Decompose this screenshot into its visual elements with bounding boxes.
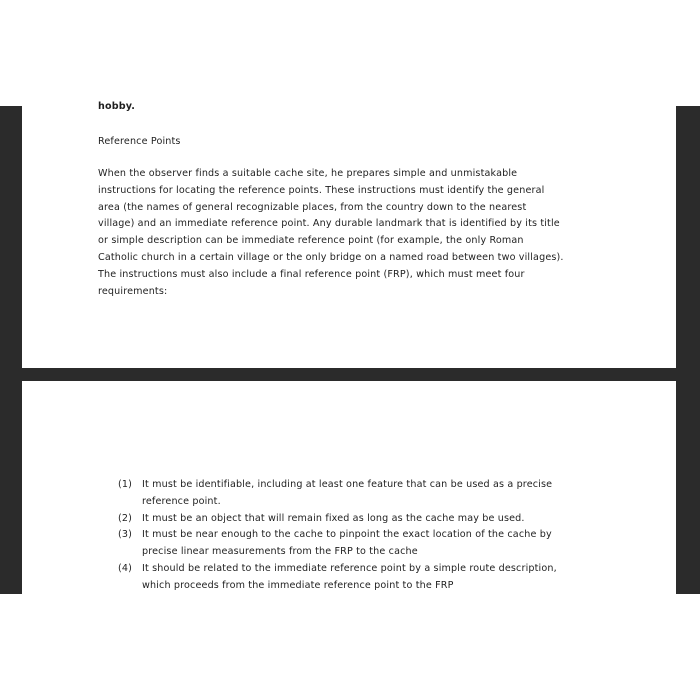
list-item-text: which proceeds from the immediate reference point to the FRP [142, 579, 454, 591]
list-item [118, 477, 557, 511]
paragraph-line: When the observer finds a suitable cache site, he prepares simple and unmistakable [98, 168, 518, 179]
list-item-text: It must be near enough to the cache to pinpoint the exact location of the cache by [142, 529, 552, 541]
list-item [118, 561, 557, 595]
section-heading: Reference Points [98, 136, 181, 147]
paragraph-line: instructions for locating the reference points. These instructions must identify the general [98, 184, 545, 196]
paragraph-line: village) and an immediate reference point. Any durable landmark that is identified by its title [98, 218, 560, 230]
list-item-number: (3) [118, 529, 133, 541]
list-item-number: (1) [118, 479, 133, 490]
list-item-number: (4) [118, 562, 133, 574]
body-paragraph [98, 166, 564, 300]
paragraph-line: or simple description can be immediate reference point (for example, the only Roman [98, 235, 524, 247]
document-page-1 [22, 88, 676, 368]
requirements-list [118, 477, 557, 595]
list-item-number: (2) [118, 512, 133, 524]
paragraph-line: The instructions must also include a final reference point (FRP), which must meet four [98, 268, 525, 280]
list-item-text: It must be an object that will remain fixed as long as the cache may be used. [142, 512, 525, 524]
paragraph-line: requirements: [98, 285, 168, 297]
list-item-text: It should be related to the immediate reference point by a simple route description, [142, 562, 557, 574]
list-item [118, 527, 557, 561]
list-item-text: It must be identifiable, including at least one feature that can be used as a precise [142, 479, 553, 490]
paragraph-line: area (the names of general recognizable places, from the country down to the nearest [98, 201, 527, 213]
list-item-text: precise linear measurements from the FRP to the cache [142, 546, 418, 558]
list-item-text: reference point. [142, 495, 221, 507]
previous-text-fragment: hobby. [98, 101, 136, 112]
list-item [118, 511, 557, 528]
paragraph-line: Catholic church in a certain village or the only bridge on a named road between two villages). [98, 251, 564, 263]
document-page-2 [22, 381, 676, 594]
